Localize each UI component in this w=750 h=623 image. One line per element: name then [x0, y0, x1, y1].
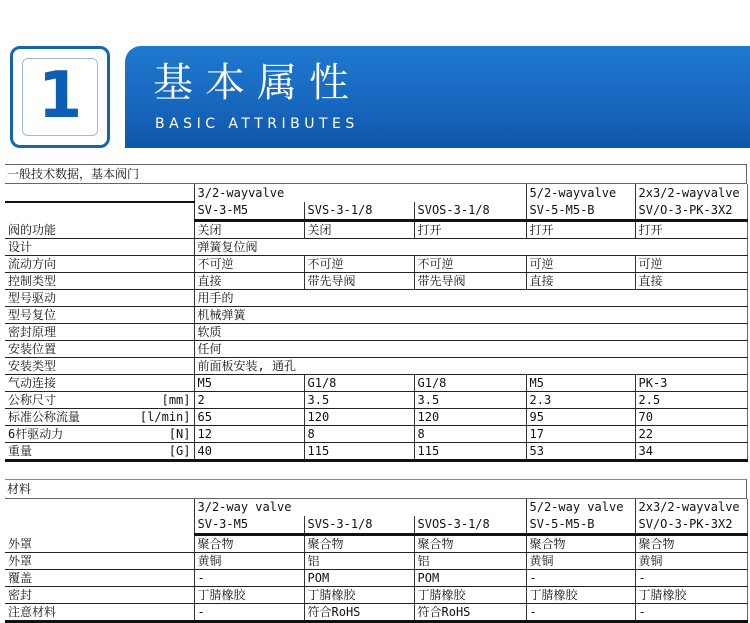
- row-label-cell: [5, 239, 194, 256]
- table-row: [5, 535, 747, 553]
- row-value-cell: 不可逆: [194, 256, 304, 273]
- model-label: SV-5-M5-B: [526, 516, 635, 535]
- table-row: [5, 256, 747, 273]
- row-label-cell: [5, 409, 194, 426]
- row-label-cell: [5, 256, 194, 273]
- row-value-cell: 不可逆: [414, 256, 526, 273]
- row-value-cell: 直接: [194, 273, 304, 290]
- section-number: 1: [37, 59, 83, 133]
- row-value-cell: -: [635, 604, 747, 622]
- row-value-cell: 115: [304, 443, 414, 461]
- row-value-cell: 丁腈橡胶: [526, 587, 635, 604]
- row-label: 控制类型: [8, 274, 57, 288]
- row-unit: [N]: [168, 427, 191, 441]
- row-label: 型号驱动: [8, 291, 57, 305]
- row-value-cell: 打开: [414, 221, 526, 239]
- row-label-cell: [5, 290, 194, 307]
- model-label: SV-5-M5-B: [526, 202, 635, 221]
- row-value-span: 机械弹簧: [194, 307, 747, 324]
- model-label: SV/O-3-PK-3X2: [635, 516, 747, 535]
- row-value-cell: 丁腈橡胶: [304, 587, 414, 604]
- row-value-cell: PK-3: [635, 375, 747, 392]
- row-value-cell: 铝: [304, 553, 414, 570]
- row-label-wrap: [8, 290, 194, 306]
- row-value-span: 前面板安装, 通孔: [194, 358, 747, 375]
- row-value-cell: 关闭: [304, 221, 414, 239]
- row-value-cell: 3.5: [304, 392, 414, 409]
- section-title-en: BASIC ATTRIBUTES: [155, 116, 359, 132]
- row-value-cell: 黄铜: [526, 553, 635, 570]
- material-title: 材料: [5, 479, 747, 499]
- row-label: 覆盖: [5, 570, 194, 587]
- row-value-cell: 聚合物: [194, 535, 304, 553]
- row-value-cell: -: [194, 570, 304, 587]
- row-value-cell: 40: [194, 443, 304, 461]
- row-value-cell: 铝: [414, 553, 526, 570]
- group-label: 3/2-way valve: [194, 499, 526, 516]
- model-label: SVS-3-1/8: [304, 202, 414, 221]
- row-value-span: 软质: [194, 324, 747, 341]
- row-value-cell: 2.5: [635, 392, 747, 409]
- row-label-wrap: [8, 222, 194, 238]
- model-label: SVS-3-1/8: [304, 516, 414, 535]
- section-title-cn: 基本属性: [153, 60, 361, 106]
- row-label-cell: [5, 375, 194, 392]
- blank-corner: [5, 499, 194, 516]
- row-unit: [G]: [168, 444, 191, 458]
- section-banner: [0, 0, 750, 160]
- row-label-wrap: [8, 341, 194, 357]
- row-value-cell: -: [526, 604, 635, 622]
- model-label: SVOS-3-1/8: [414, 202, 526, 221]
- section-number-badge: [10, 46, 110, 148]
- row-value-cell: 带先导阀: [304, 273, 414, 290]
- row-label-wrap: [8, 426, 194, 442]
- table-row: [5, 409, 747, 426]
- row-value-cell: 115: [414, 443, 526, 461]
- row-label-wrap: [8, 392, 194, 408]
- row-value-span: 弹簧复位阀: [194, 239, 747, 256]
- row-value-cell: 符合RoHS: [304, 604, 414, 622]
- model-label: SV/O-3-PK-3X2: [635, 202, 747, 221]
- row-value-cell: 聚合物: [526, 535, 635, 553]
- basic-data-body: [5, 221, 747, 461]
- row-value-cell: POM: [304, 570, 414, 587]
- row-value-cell: 95: [526, 409, 635, 426]
- row-label: 标准公称流量: [8, 410, 81, 424]
- row-label: 重量: [8, 444, 33, 458]
- table-row: [5, 443, 747, 461]
- model-header-row: [5, 516, 747, 535]
- table-row: [5, 392, 747, 409]
- row-label-wrap: [8, 358, 194, 374]
- group-label: 2x3/2-wayvalve: [635, 499, 747, 516]
- row-label: 安装类型: [8, 359, 57, 373]
- material-body: [5, 535, 747, 622]
- row-value-cell: G1/8: [304, 375, 414, 392]
- row-value-cell: 3.5: [414, 392, 526, 409]
- row-value-cell: 直接: [526, 273, 635, 290]
- row-label-cell: [5, 443, 194, 461]
- row-value-cell: 聚合物: [635, 535, 747, 553]
- row-value-cell: 70: [635, 409, 747, 426]
- row-label-cell: [5, 273, 194, 290]
- basic-data-title: 一般技术数据，基本阀门: [5, 164, 747, 184]
- row-label-wrap: [8, 324, 194, 340]
- row-value-cell: 65: [194, 409, 304, 426]
- row-value-cell: POM: [414, 570, 526, 587]
- row-value-cell: M5: [526, 375, 635, 392]
- table-row: [5, 239, 747, 256]
- table-row: [5, 358, 747, 375]
- row-unit: [l/min]: [139, 410, 191, 424]
- row-value-cell: 53: [526, 443, 635, 461]
- row-label-cell: [5, 221, 194, 239]
- row-value-cell: 丁腈橡胶: [194, 587, 304, 604]
- group-label: 5/2-way valve: [526, 499, 635, 516]
- row-label-cell: [5, 307, 194, 324]
- row-value-cell: 关闭: [194, 221, 304, 239]
- row-label-wrap: [8, 273, 194, 289]
- row-value-cell: G1/8: [414, 375, 526, 392]
- row-value-cell: 120: [414, 409, 526, 426]
- row-value-cell: 可逆: [635, 256, 747, 273]
- row-unit: [mm]: [161, 393, 191, 407]
- table-row: [5, 221, 747, 239]
- row-value-cell: 12: [194, 426, 304, 443]
- blank-corner: [5, 202, 194, 221]
- row-label: 阀的功能: [8, 223, 57, 237]
- row-value-cell: 带先导阀: [414, 273, 526, 290]
- table-row: [5, 604, 747, 622]
- basic-data-table: [5, 184, 748, 462]
- row-label: 密封原理: [8, 325, 57, 339]
- row-value-span: 用手的: [194, 290, 747, 307]
- group-label: 5/2-wayvalve: [526, 184, 635, 202]
- blank-corner: [5, 516, 194, 535]
- row-value-cell: 22: [635, 426, 747, 443]
- row-label-wrap: [8, 375, 194, 391]
- row-value-span: 任何: [194, 341, 747, 358]
- row-label: 流动方向: [8, 257, 57, 271]
- row-label-wrap: [8, 239, 194, 255]
- row-value-cell: 丁腈橡胶: [414, 587, 526, 604]
- material-table: [5, 499, 748, 623]
- row-value-cell: 2: [194, 392, 304, 409]
- row-label-wrap: [8, 409, 194, 425]
- row-value-cell: 符合RoHS: [414, 604, 526, 622]
- table-row: [5, 324, 747, 341]
- table-row: [5, 290, 747, 307]
- group-label: 2x3/2-wayvalve: [635, 184, 747, 202]
- row-label: 型号复位: [8, 308, 57, 322]
- basic-data-section: [5, 164, 747, 462]
- model-label: SVOS-3-1/8: [414, 516, 526, 535]
- row-label: 注意材料: [5, 604, 194, 622]
- row-value-cell: 2.3: [526, 392, 635, 409]
- row-value-cell: 8: [414, 426, 526, 443]
- row-label: 公称尺寸: [8, 393, 57, 407]
- table-row: [5, 307, 747, 324]
- table-row: [5, 587, 747, 604]
- material-section: [5, 479, 747, 623]
- table-row: [5, 375, 747, 392]
- row-value-cell: 不可逆: [304, 256, 414, 273]
- row-value-cell: 丁腈橡胶: [635, 587, 747, 604]
- group-label: 3/2-wayvalve: [194, 184, 526, 202]
- row-value-cell: 直接: [635, 273, 747, 290]
- title-bar: [125, 46, 750, 148]
- row-label: 6杆驱动力: [8, 427, 64, 441]
- row-label-cell: [5, 324, 194, 341]
- row-value-cell: 可逆: [526, 256, 635, 273]
- row-value-cell: 打开: [635, 221, 747, 239]
- table-row: [5, 341, 747, 358]
- row-value-cell: -: [526, 570, 635, 587]
- model-label: SV-3-M5: [194, 202, 304, 221]
- row-value-cell: 聚合物: [414, 535, 526, 553]
- blank-corner: [5, 184, 194, 202]
- row-label: 外罩: [5, 535, 194, 553]
- row-label: 安装位置: [8, 342, 57, 356]
- row-label-cell: [5, 341, 194, 358]
- row-label-wrap: [8, 256, 194, 272]
- table-row: [5, 426, 747, 443]
- row-value-cell: 打开: [526, 221, 635, 239]
- table-row: [5, 553, 747, 570]
- row-value-cell: M5: [194, 375, 304, 392]
- row-label-cell: [5, 358, 194, 375]
- row-label: 外罩: [5, 553, 194, 570]
- row-value-cell: 聚合物: [304, 535, 414, 553]
- row-label-wrap: [8, 443, 194, 459]
- row-value-cell: 8: [304, 426, 414, 443]
- row-value-cell: 17: [526, 426, 635, 443]
- table-row: [5, 570, 747, 587]
- row-label-wrap: [8, 307, 194, 323]
- row-value-cell: 120: [304, 409, 414, 426]
- row-label: 密封: [5, 587, 194, 604]
- model-label: SV-3-M5: [194, 516, 304, 535]
- row-value-cell: 黄铜: [194, 553, 304, 570]
- row-value-cell: -: [194, 604, 304, 622]
- group-header-row: [5, 184, 747, 202]
- row-label: 气动连接: [8, 376, 57, 390]
- row-label-cell: [5, 392, 194, 409]
- model-header-row: [5, 202, 747, 221]
- row-value-cell: -: [635, 570, 747, 587]
- group-header-row: [5, 499, 747, 516]
- row-label-cell: [5, 426, 194, 443]
- row-value-cell: 34: [635, 443, 747, 461]
- row-label: 设计: [8, 240, 33, 254]
- row-value-cell: 黄铜: [635, 553, 747, 570]
- table-row: [5, 273, 747, 290]
